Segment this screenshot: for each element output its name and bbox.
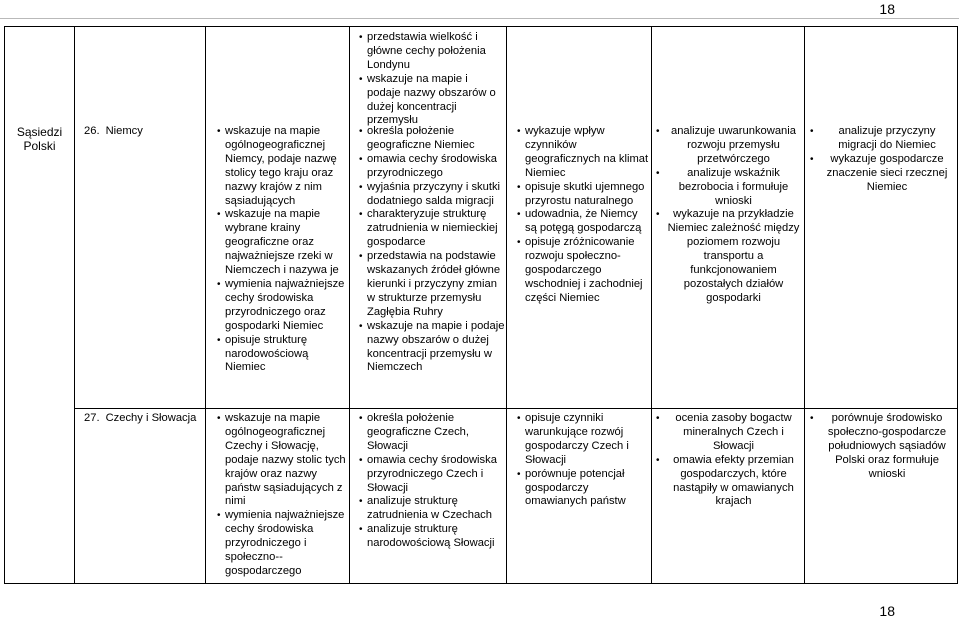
requirement-item: • opisuje strukturę narodowościową Niemiec bbox=[225, 334, 348, 376]
row27-higher-requirements bbox=[656, 412, 803, 509]
page-number-bottom: 18 bbox=[879, 603, 895, 619]
requirements-list bbox=[359, 125, 505, 375]
row27-top-requirements bbox=[810, 412, 956, 482]
requirement-item: • wykazuje gospodarcze znaczenie sieci rzecznej Niemiec bbox=[818, 153, 956, 195]
requirements-list bbox=[810, 125, 956, 195]
requirement-item: • wskazuje na mapie i podaje nazwy obszarów o dużej koncentracji przemysłu w Niemczech bbox=[367, 320, 505, 376]
requirements-list bbox=[217, 125, 348, 375]
row-divider bbox=[74, 408, 958, 409]
requirement-item: • porównuje potencjał gospodarczy omawianych państw bbox=[525, 468, 650, 510]
requirement-item: • przedstawia na podstawie wskazanych źródeł główne kierunki i przyczyny zmian w strukturze przemysłu Zagłębia Ruhry bbox=[367, 250, 505, 320]
table-border-bottom bbox=[4, 583, 958, 584]
requirement-item: • opisuje zróżnicowanie rozwoju społeczno-gospodarczego wschodniej i zachodniej części Niemiec bbox=[525, 236, 650, 306]
column-divider bbox=[804, 26, 805, 584]
requirement-item: • wskazuje na mapie ogólnogeograficznej Niemcy, podaje nazwę stolicy tego kraju oraz nazwy krajów z nim sąsiadujących bbox=[225, 125, 348, 208]
region-cell bbox=[5, 125, 74, 153]
column-divider bbox=[506, 26, 507, 584]
requirement-item: • omawia cechy środowiska przyrodniczego Czech i Słowacji bbox=[367, 454, 505, 496]
row26-top-requirements bbox=[810, 125, 956, 195]
column-divider bbox=[651, 26, 652, 584]
requirement-item: • omawia cechy środowiska przyrodniczego bbox=[367, 153, 505, 181]
topic-number: 26. bbox=[84, 125, 100, 137]
row27-extended-requirements bbox=[359, 412, 505, 551]
carryover-cell bbox=[359, 31, 504, 128]
row26-basic-requirements bbox=[217, 125, 348, 375]
requirements-list bbox=[656, 125, 803, 306]
requirement-item: • wykazuje wpływ czynników geograficznych na klimat Niemiec bbox=[525, 125, 650, 181]
requirement-item: • określa położenie geograficzne Czech, Słowacji bbox=[367, 412, 505, 454]
topic-name: Czechy i Słowacja bbox=[105, 412, 197, 424]
requirement-item: • opisuje czynniki warunkujące rozwój gospodarczy Czech i Słowacji bbox=[525, 412, 650, 468]
region-label: Sąsiedzi Polski bbox=[16, 125, 63, 153]
table-border-left bbox=[4, 26, 5, 584]
requirement-item: • analizuje uwarunkowania rozwoju przemysłu przetwórczego bbox=[664, 125, 803, 167]
requirement-item: • udowadnia, że Niemcy są potęgą gospodarczą bbox=[525, 208, 650, 236]
requirement-item: • przedstawia wielkość i główne cechy położenia Londynu bbox=[367, 31, 504, 73]
topic-number: 27. bbox=[84, 412, 100, 424]
column-divider bbox=[74, 26, 75, 584]
requirement-item: • wyjaśnia przyczyny i skutki dodatniego salda migracji bbox=[367, 181, 505, 209]
requirement-item: • określa położenie geograficzne Niemiec bbox=[367, 125, 505, 153]
requirement-item: • wskazuje na mapie ogólnogeograficznej Czechy i Słowację, podaje nazwy stolic tych krajów oraz nazwy państw sąsiadujących z nimi bbox=[225, 412, 348, 509]
requirement-item: • omawia efekty przemian gospodarczych, które nastąpiły w omawianych krajach bbox=[664, 454, 803, 510]
table-border-right bbox=[957, 26, 958, 584]
requirement-item: • ocenia zasoby bogactw mineralnych Czech i Słowacji bbox=[664, 412, 803, 454]
column-divider bbox=[349, 26, 350, 584]
requirement-item: • wskazuje na mapie wybrane krainy geograficzne oraz najważniejsze rzeki w Niemczech i nazywa je bbox=[225, 208, 348, 278]
requirements-list bbox=[217, 412, 348, 579]
requirement-item: • porównuje środowisko społeczno-gospodarcze południowych sąsiadów Polski oraz formułuje wnioski bbox=[818, 412, 956, 482]
topic-title-26 bbox=[84, 125, 204, 139]
requirements-list bbox=[517, 125, 650, 306]
requirements-list bbox=[517, 412, 650, 509]
requirements-list bbox=[656, 412, 803, 509]
requirement-item: • wymienia najważniejsze cechy środowiska przyrodniczego oraz gospodarki Niemiec bbox=[225, 278, 348, 334]
requirement-item: • opisuje skutki ujemnego przyrostu naturalnego bbox=[525, 181, 650, 209]
row26-higher-requirements bbox=[656, 125, 803, 306]
requirements-list bbox=[810, 412, 956, 482]
requirement-item: • analizuje przyczyny migracji do Niemiec bbox=[818, 125, 956, 153]
requirements-list bbox=[359, 412, 505, 551]
row26-advanced-requirements bbox=[517, 125, 650, 306]
requirement-item: • wskazuje na mapie i podaje nazwy obszarów o dużej koncentracji przemysłu bbox=[367, 73, 504, 129]
row26-extended-requirements bbox=[359, 125, 505, 375]
requirement-item: • charakteryzuje strukturę zatrudnienia w niemieckiej gospodarce bbox=[367, 208, 505, 250]
page-number-top: 18 bbox=[879, 1, 895, 17]
requirement-item: • analizuje wskaźnik bezrobocia i formułuje wnioski bbox=[664, 167, 803, 209]
page-header-rule bbox=[0, 18, 959, 19]
requirement-item: • analizuje strukturę zatrudnienia w Czechach bbox=[367, 495, 505, 523]
topic-title-27 bbox=[84, 412, 204, 426]
requirement-item: • analizuje strukturę narodowościową Słowacji bbox=[367, 523, 505, 551]
requirement-item: • wykazuje na przykładzie Niemiec zależność między poziomem rozwoju transportu a funkcjonowaniem pozostałych działów gospodarki bbox=[664, 208, 803, 305]
row27-basic-requirements bbox=[217, 412, 348, 579]
row27-advanced-requirements bbox=[517, 412, 650, 509]
carryover-list bbox=[359, 31, 504, 128]
column-divider bbox=[205, 26, 206, 584]
requirement-item: • wymienia najważniejsze cechy środowiska przyrodniczego i społeczno--gospodarczego bbox=[225, 509, 348, 579]
table-border-top bbox=[4, 26, 958, 27]
topic-name: Niemcy bbox=[105, 125, 143, 137]
